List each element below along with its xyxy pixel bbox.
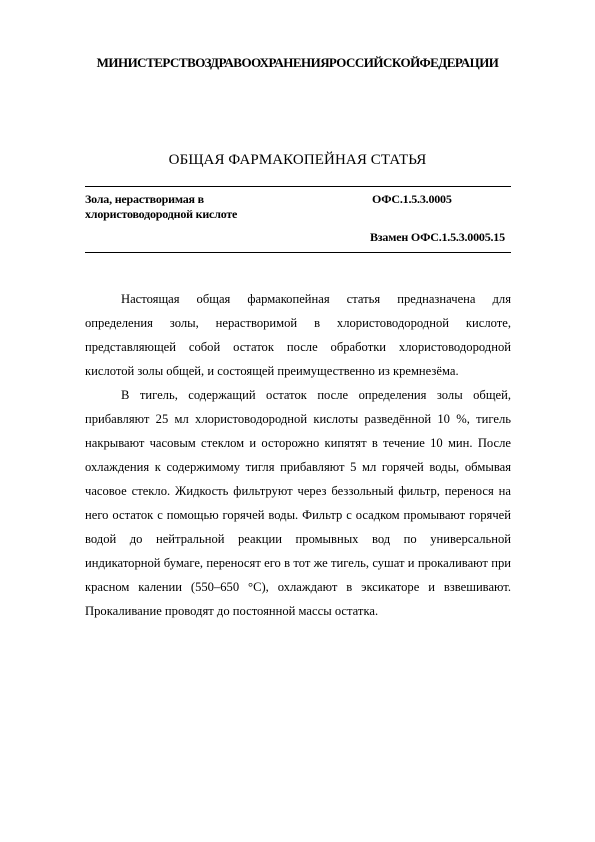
document-title: ОБЩАЯ ФАРМАКОПЕЙНАЯ СТАТЬЯ <box>168 152 427 168</box>
paragraph-procedure: В тигель, содержащий остаток после определения золы общей, прибавляют 25 мл хлористоводородной кислоты разведённой 10 %, тигель накрывают часовым стеклом и осторожно кипятят в течение 10 мин. После охлаждения к содержимому тигля прибавляют 5 мл горячей воды, обмывая часовое стекло. Жидкость фильтруют через беззольный фильтр, перенося на него остаток с помощью горячей воды. Фильтр с осадком промывают горячей водой до нейтральной реакции промывных вод по универсальной индикаторной бумаге, переносят его в тот же тигель, сушат и прокаливают при красном калении (550–650 °С), охлаждают в эксикаторе и взвешивают. Прокаливание проводят до постоянной массы остатка. <box>85 388 511 618</box>
bottom-divider <box>85 252 511 253</box>
ministry-header: МИНИСТЕРСТВО ЗДРАВООХРАНЕНИЯ РОССИЙСКОЙ ФЕДЕРАЦИИ <box>96 55 499 70</box>
article-body <box>85 287 511 623</box>
article-code: ОФС.1.5.3.0005 <box>372 192 452 206</box>
paragraph-purpose: Настоящая общая фармакопейная статья предназначена для определения золы, нерастворимой в хлористоводородной кислоте, представляющей собой остаток после обработки хлористоводородной кислотой золы общей, и состоящей преимущественно из кремнезёма. <box>85 292 511 378</box>
top-divider <box>85 186 511 187</box>
article-subject: Зола, нерастворимая в хлористоводородной кислоте <box>85 192 238 221</box>
replaces-code: Взамен ОФС.1.5.3.0005.15 <box>370 230 505 244</box>
